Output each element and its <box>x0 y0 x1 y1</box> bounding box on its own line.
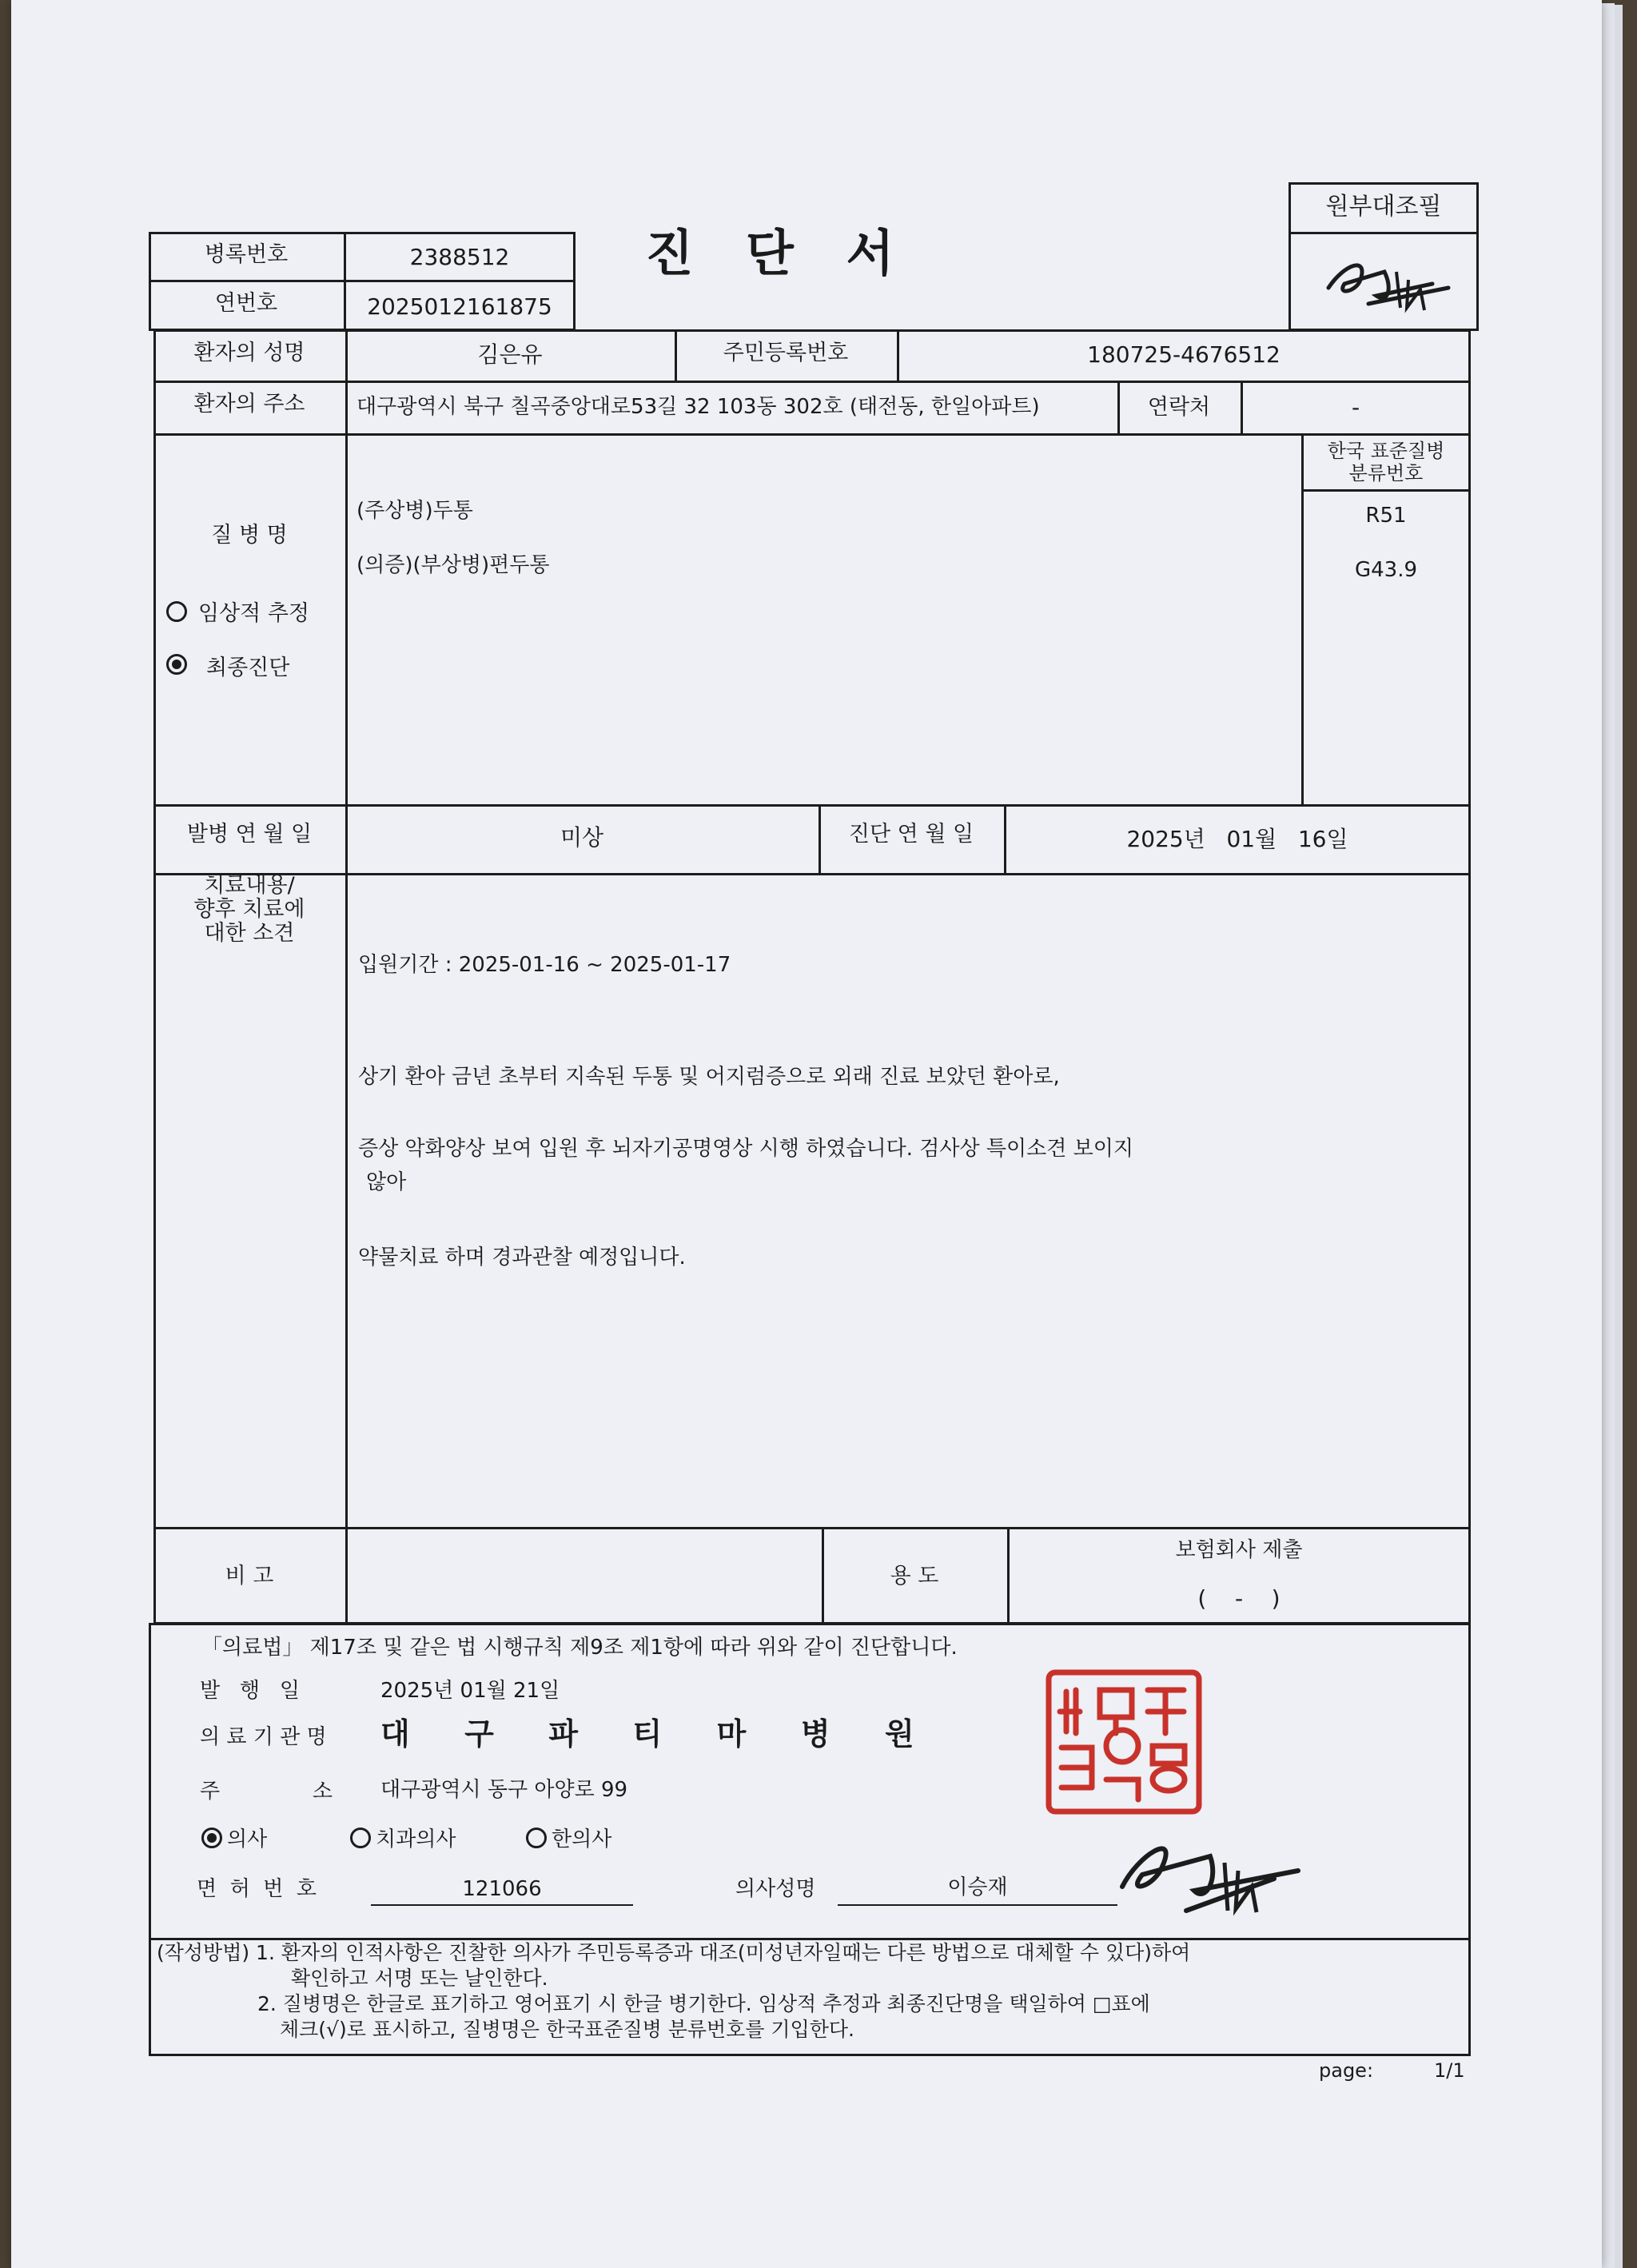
oriental-type-label: 한의사 <box>552 1828 612 1851</box>
final-diagnosis-label: 최종진단 <box>206 656 290 680</box>
doctor-type-label: 의사 <box>227 1828 268 1851</box>
page-label: page: <box>1319 2059 1374 2082</box>
license-label: 면 허 번 호 <box>197 1877 317 1901</box>
opinion-line: 약물치료 하며 경과관찰 예정입니다. <box>358 1246 686 1270</box>
serial-no: 2025012161875 <box>367 293 552 320</box>
clinical-estimate-label: 임상적 추정 <box>198 601 309 626</box>
rrn-label: 주민등록번호 <box>723 341 849 365</box>
issue-date-label: 발 행 일 <box>200 1679 300 1703</box>
kcd-label: 한국 표준질병 <box>1327 440 1445 462</box>
purpose-label: 용 도 <box>890 1564 939 1588</box>
instructions-line: (작성방법) 1. 환자의 인적사항은 진찰한 의사가 주민등록증과 대조(미성년자일때는 다른 방법으로 대체할 수 있다)하여 <box>157 1941 1191 1964</box>
opinion-label-3: 대한 소견 <box>204 921 295 946</box>
contact: - <box>1351 394 1360 421</box>
patient-name: 김은유 <box>477 341 543 368</box>
rrn: 180725-4676512 <box>1087 341 1281 368</box>
code-sub: G43.9 <box>1354 558 1418 582</box>
document-title: 진 단 서 <box>645 224 912 282</box>
page-number: 1/1 <box>1434 2059 1465 2082</box>
institution-address-label: 주 소 <box>200 1780 333 1804</box>
code-main: R51 <box>1365 504 1407 528</box>
institution-name: 대 구 파 티 마 병 원 <box>380 1716 926 1752</box>
opinion-label-1: 치료내용/ <box>204 873 295 898</box>
doctor-radio[interactable] <box>201 1828 222 1848</box>
disease-main: (주상병)두통 <box>356 499 473 523</box>
patient-name-label: 환자의 성명 <box>193 341 305 365</box>
instructions-line: 2. 질병명은 한글로 표기하고 영어표기 시 한글 병기한다. 임상적 추정과 최종진단명을 택일하여 □표에 <box>257 1992 1150 2015</box>
diagnosis-certificate <box>11 0 1602 2268</box>
patient-address: 대구광역시 북구 칠곡중앙대로53길 32 103동 302호 (태전동, 한일아파트) <box>356 395 1040 419</box>
doctor-name-label: 의사성명 <box>735 1877 816 1901</box>
purpose-value: 보험회사 제출 <box>1175 1538 1303 1562</box>
institution-address: 대구광역시 동구 아양로 99 <box>380 1778 628 1802</box>
remarks-label: 비 고 <box>225 1564 274 1588</box>
record-no-label: 병록번호 <box>204 242 289 267</box>
kcd-label-2: 분류번호 <box>1348 462 1424 484</box>
final-diagnosis-radio[interactable] <box>166 654 187 675</box>
diag-date-label: 진단 연 월 일 <box>848 822 974 847</box>
opinion-line: 입원기간 : 2025-01-16 ~ 2025-01-17 <box>358 953 731 977</box>
dentist-type-label: 치과의사 <box>376 1828 456 1851</box>
address-label: 환자의 주소 <box>193 392 305 417</box>
serial-no-label: 연번호 <box>214 291 278 316</box>
opinion-line: 않아 <box>366 1170 407 1194</box>
diag-date: 2025년 01월 16일 <box>1126 826 1348 852</box>
dentist-radio[interactable] <box>350 1828 371 1848</box>
original-verified-label: 원부대조필 <box>1325 193 1442 221</box>
issue-date: 2025년 01월 21일 <box>380 1679 560 1703</box>
onset-value: 미상 <box>560 824 604 851</box>
record-no: 2388512 <box>409 244 510 270</box>
oriental-doctor-radio[interactable] <box>526 1828 547 1848</box>
instructions-line: 체크(√)로 표시하고, 질병명은 한국표준질병 분류번호를 기입한다. <box>280 2018 854 2041</box>
doctor-name: 이승재 <box>947 1875 1008 1899</box>
main-table <box>153 329 1471 1624</box>
contact-label: 연락처 <box>1147 395 1211 420</box>
law-statement: 「의료법」 제17조 및 같은 법 시행규칙 제9조 제1항에 따라 위와 같이 진단합니다. <box>201 1636 958 1660</box>
instructions-line: 확인하고 서명 또는 날인한다. <box>291 1967 548 1990</box>
hospital-seal-icon <box>1044 1668 1204 1816</box>
disease-sub: (의증)(부상병)편두통 <box>356 553 550 577</box>
doctor-signature <box>1106 1807 1314 1927</box>
disease-label: 질 병 명 <box>211 523 288 548</box>
opinion-label-2: 향후 치료에 <box>193 897 305 922</box>
license-no: 121066 <box>462 1877 542 1901</box>
signature-stamp-top <box>1312 240 1464 320</box>
institution-label: 의 료 기 관 명 <box>200 1725 327 1749</box>
clinical-estimate-radio[interactable] <box>166 601 187 622</box>
onset-label: 발병 연 월 일 <box>186 822 313 847</box>
opinion-line: 증상 악화양상 보여 입원 후 뇌자기공명영상 시행 하였습니다. 검사상 특이소견 보이지 <box>358 1137 1133 1161</box>
purpose-paren: ( - ) <box>1197 1585 1281 1612</box>
opinion-line: 상기 환아 금년 초부터 지속된 두통 및 어지럼증으로 외래 진료 보았던 환아로, <box>358 1065 1060 1089</box>
